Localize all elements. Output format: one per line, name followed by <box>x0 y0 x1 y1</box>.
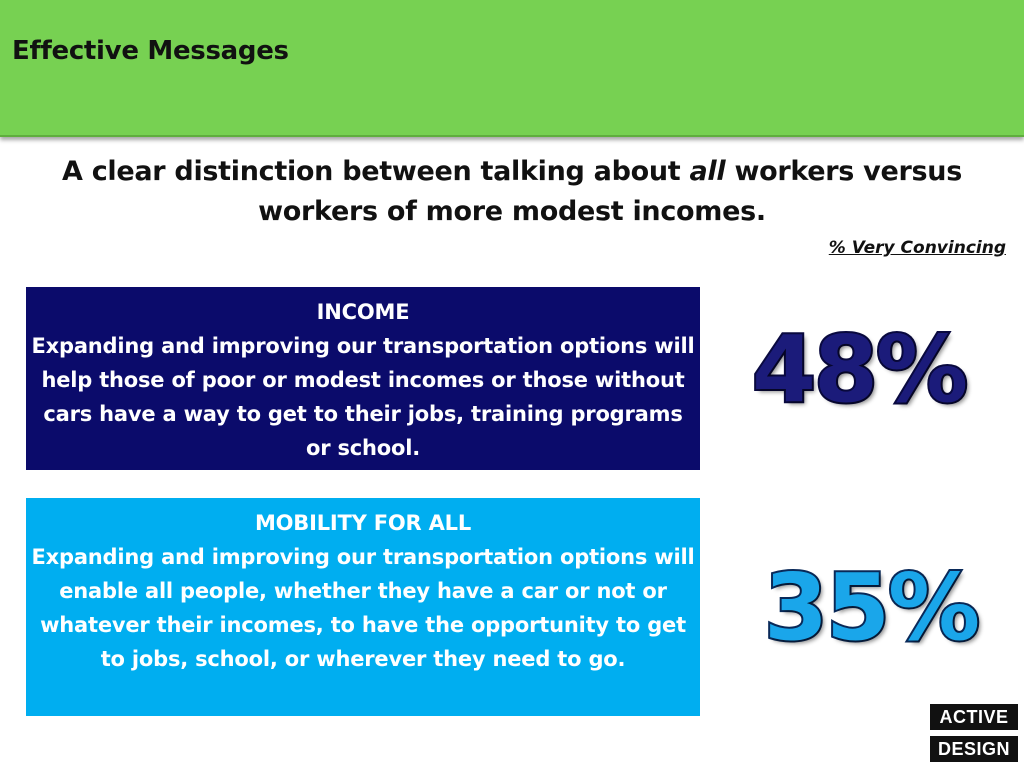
logo-line2: DESIGN <box>930 736 1018 762</box>
headline-part2: workers versus workers of more modest incomes. <box>258 156 962 227</box>
headline <box>20 152 1004 232</box>
metric-label: % Very Convincing <box>828 238 1006 258</box>
mobility-message-box <box>26 498 700 716</box>
income-heading: INCOME <box>316 300 410 324</box>
headline-emphasis: all <box>689 156 726 187</box>
income-body: Expanding and improving our transportation options will help those of poor or modest incomes or those without cars have a way to get to their jobs, training programs or school. <box>31 334 695 460</box>
slide-title: Effective Messages <box>12 36 289 66</box>
logo-line1: ACTIVE <box>930 704 1018 730</box>
income-message-box <box>26 287 700 470</box>
mobility-heading: MOBILITY FOR ALL <box>254 511 472 535</box>
income-percent: 48% <box>752 316 967 423</box>
active-design-logo <box>930 704 1018 762</box>
headline-part1: A clear distinction between talking about <box>62 156 690 187</box>
mobility-percent: 35% <box>764 554 979 661</box>
header-band <box>0 0 1024 137</box>
mobility-body: Expanding and improving our transportation options will enable all people, whether they have a car or not or whatever their incomes, to have the opportunity to get to jobs, school, or wherever they need to go. <box>31 545 695 671</box>
